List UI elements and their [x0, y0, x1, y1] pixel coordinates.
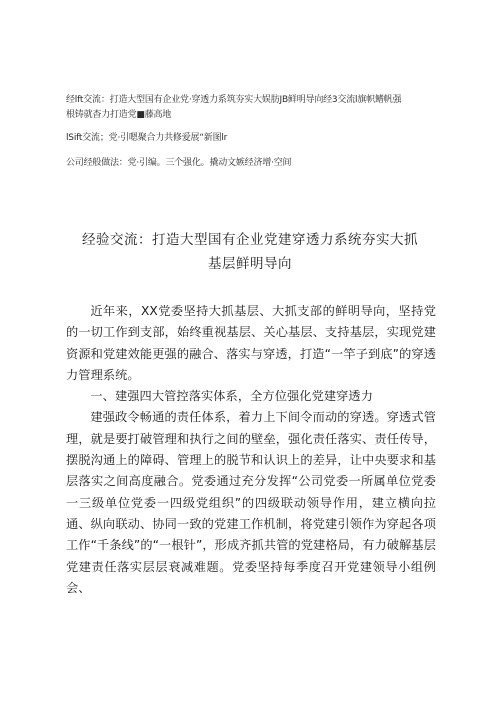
document-body: [66, 301, 436, 599]
summary-header: [66, 93, 446, 171]
body-paragraph-intro: 近年来，XX党委坚持大抓基层、大抓支部的鲜明导向，坚持党的一切工作到支部，始终重视基层、关心基层、支持基层，实现党建资源和党建效能更强的融合、落实与穿透，打造“一竿子到底”的穿透力管理系统。: [66, 304, 436, 382]
summary-line-4: 公司经般做法：党·引编。三个强化。撬动文嫉经济增·空间: [66, 158, 292, 168]
summary-line-2: 根铸就杳力打造党■藤高地: [66, 110, 172, 120]
document-title: [60, 228, 440, 276]
summary-line-1: 经lft交流：打造大型国有企业党·穿透力系筑夯实大娱肪JB鲜明导向经3交流l旗帜鳍帆强: [66, 95, 402, 105]
title-line-1: 经验交流：打造大型国有企业党建穿透力系统夯实大抓: [82, 232, 418, 248]
body-paragraph-responsibility: 建强政令畅通的责任体系，着力上下间令而动的穿透。穿透式管理，就是要打破管理和执行之间的壁垒，强化责任落实、责任传导，摆脱沟通上的障碍、管理上的脱节和认识上的差异，让中央要求和基层落实之间高度融合。党委通过充分发挥“公司党委一所属单位党委一三级单位党委一四级党组织”的四级联动领导作用，建立横向拉通、纵向联动、协同一致的党建工作机制，将党建引领作为穿起各项工作“千条线”的“一根针”，形成齐抓共管的党建格局，有力破解基层党建责任落实层层衰减难题。党委坚持每季度召开党建领导小组例会、: [66, 410, 436, 595]
summary-line-3: lSift交流；党·引嗯聚合力共修爱展“新图lr: [66, 133, 228, 143]
title-line-2: 基层鲜明导向: [208, 256, 292, 272]
section-heading-1: 一、建强四大管控落实体系，全方位强化党建穿透力: [90, 389, 374, 404]
